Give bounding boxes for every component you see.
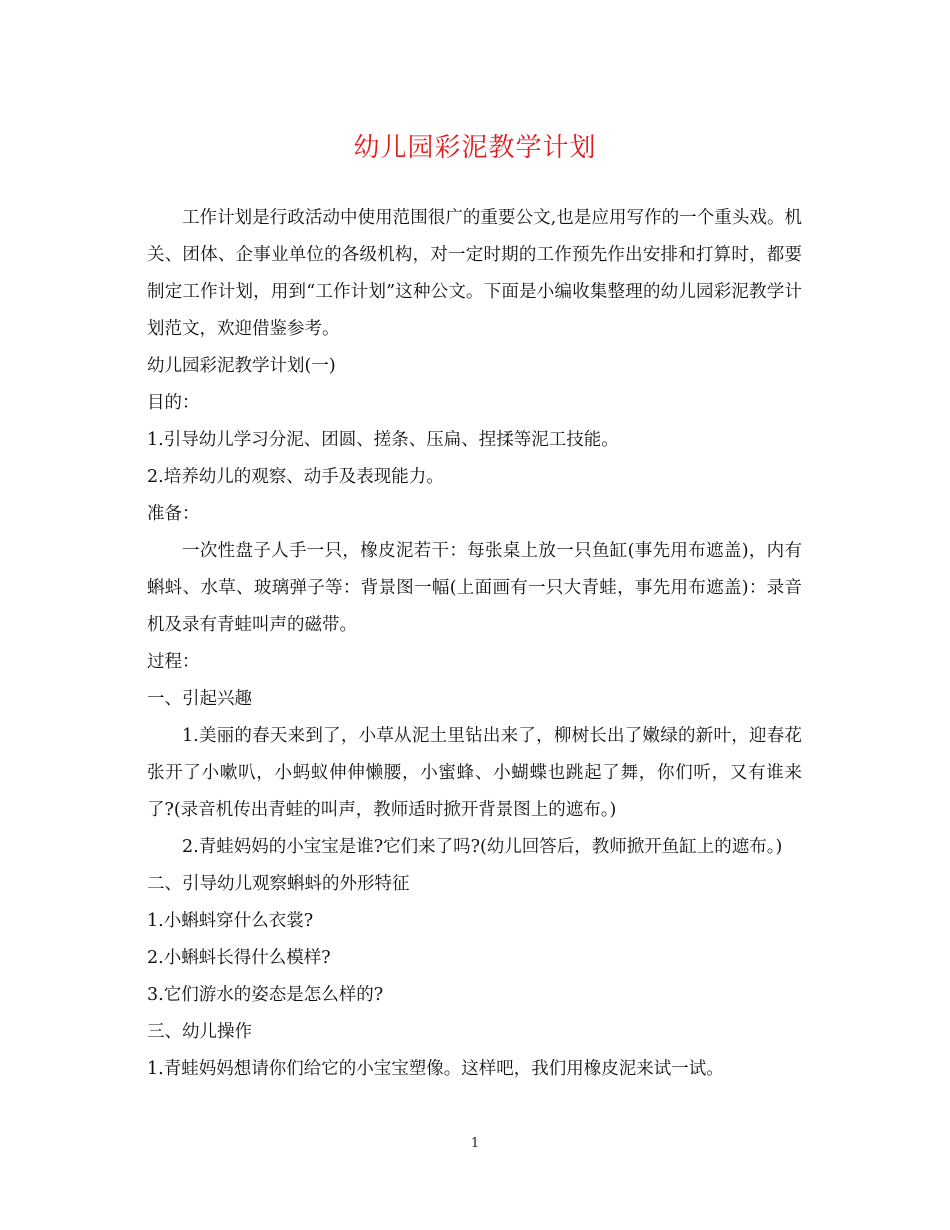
step1-item: 2.青蛙妈妈的小宝宝是谁?它们来了吗?(幼儿回答后，教师掀开鱼缸上的遮布。) bbox=[182, 837, 783, 857]
document-body bbox=[147, 200, 802, 1088]
step3-item: 1.青蛙妈妈想请你们给它的小宝宝塑像。这样吧，我们用橡皮泥来试一试。 bbox=[147, 1059, 724, 1079]
purpose-heading: 目的： bbox=[147, 393, 200, 413]
purpose-item: 1.引导幼儿学习分泥、团圆、搓条、压扁、捏揉等泥工技能。 bbox=[147, 430, 619, 450]
step2-item: 3.它们游水的姿态是怎么样的? bbox=[147, 985, 384, 1005]
section-title: 幼儿园彩泥教学计划(一) bbox=[147, 356, 336, 376]
step2-heading: 二、引导幼儿观察蝌蚪的外形特征 bbox=[147, 874, 410, 894]
purpose-item: 2.培养幼儿的观察、动手及表现能力。 bbox=[147, 467, 444, 487]
step2-item: 1.小蝌蚪穿什么衣裳? bbox=[147, 911, 314, 931]
document-title: 幼儿园彩泥教学计划 bbox=[353, 133, 597, 163]
process-heading: 过程： bbox=[147, 652, 200, 672]
step2-item: 2.小蝌蚪长得什么模样? bbox=[147, 948, 331, 968]
intro-paragraph: 工作计划是行政活动中使用范围很广的重要公文,也是应用写作的一个重头戏。机关、团体、企事业单位的各级机构，对一定时期的工作预先作出安排和打算时，都要制定工作计划，用到“工作计划”这种公文。下面是小编收集整理的幼儿园彩泥教学计划范文，欢迎借鉴参考。 bbox=[147, 208, 802, 339]
page-number: 1 bbox=[470, 1136, 480, 1151]
step3-heading: 三、幼儿操作 bbox=[147, 1022, 252, 1042]
step1-item: 1.美丽的春天来到了，小草从泥土里钻出来了，柳树长出了嫩绿的新叶，迎春花张开了小嗽叭，小蚂蚁伸伸懒腰，小蜜蜂、小蝴蝶也跳起了舞，你们听，又有谁来了?(录音机传出青蛙的叫声，教师适时掀开背景图上的遮布。) bbox=[147, 726, 802, 820]
prep-paragraph: 一次性盘子人手一只，橡皮泥若干：每张桌上放一只鱼缸(事先用布遮盖)，内有蝌蚪、水草、玻璃弹子等：背景图一幅(上面画有一只大青蛙，事先用布遮盖)：录音机及录有青蛙叫声的磁带。 bbox=[147, 541, 802, 635]
step1-heading: 一、引起兴趣 bbox=[147, 689, 252, 709]
prep-heading: 准备： bbox=[147, 504, 200, 524]
